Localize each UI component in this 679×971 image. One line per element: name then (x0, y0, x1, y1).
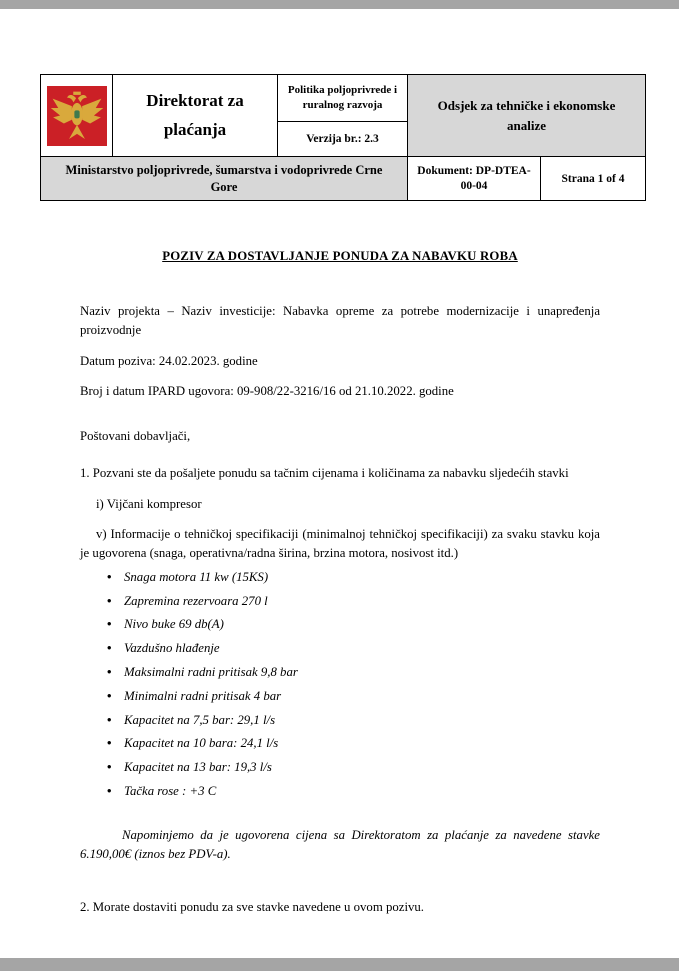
numbered-item-2: 2. Morate dostaviti ponudu za sve stavke navedene u ovom pozivu. (80, 900, 425, 915)
spec-item: • Tačka rose : +3 C (105, 782, 600, 801)
policy-label: Politika poljoprivrede i ruralnog razvoja (278, 76, 407, 122)
spec-list (105, 568, 600, 801)
spec-item: • Maksimalni radni pritisak 9,8 bar (105, 663, 600, 682)
sub-item-i: i) Vijčani kompresor (96, 497, 202, 512)
numbered-item-1: 1. Pozvani ste da pošaljete ponudu sa tačnim cijenama i količinama za nabavku sljedećih stavki (80, 466, 569, 481)
price-note: Napominjemo da je ugovorena cijena sa Direktoratom za plaćanje za navedene stavke 6.190,00€ (iznos bez PDV-a). (80, 828, 600, 862)
version-label: Verzija br.: 2.3 (306, 132, 379, 145)
policy-version-cell (278, 75, 408, 157)
sub-item-v: v) Informacije o tehničkoj specifikaciji (minimalnoj tehničkoj specifikaciji) za svaku stavku koja je ugovorena (snaga, operativna/radna širina, brzina motora, nosivost itd.) (80, 526, 600, 560)
spec-item: • Vazdušno hlađenje (105, 639, 600, 658)
directorate-title: Direktorat za plaćanja (113, 75, 278, 157)
montenegro-coat-of-arms-icon (47, 86, 107, 146)
document-number: Dokument: DP-DTEA-00-04 (408, 157, 541, 201)
document-body (0, 247, 679, 958)
contract-line: Broj i datum IPARD ugovora: 09-908/22-3216/16 od 21.10.2022. godine (80, 383, 454, 398)
spec-item: • Zapremina rezervoara 270 l (105, 592, 600, 611)
spec-item: • Kapacitet na 13 bar: 19,3 l/s (105, 758, 600, 777)
spec-item: • Kapacitet na 10 bara: 24,1 l/s (105, 734, 600, 753)
department-label: Odsjek za tehničke i ekonomske analize (408, 75, 646, 157)
ministry-label: Ministarstvo poljoprivrede, šumarstva i vodoprivrede Crne Gore (41, 157, 408, 201)
logo-cell (41, 75, 113, 157)
spec-item: • Nivo buke 69 db(A) (105, 615, 600, 634)
spec-item: • Minimalni radni pritisak 4 bar (105, 687, 600, 706)
spec-item: • Snaga motora 11 kw (15KS) (105, 568, 600, 587)
call-date-line: Datum poziva: 24.02.2023. godine (80, 353, 258, 368)
document-title: POZIV ZA DOSTAVLJANJE PONUDA ZA NABAVKU ROBA (162, 249, 518, 263)
salutation-line: Poštovani dobavljači, (80, 428, 191, 443)
page-number: Strana 1 of 4 (541, 157, 646, 201)
spec-item: • Kapacitet na 7,5 bar: 29,1 l/s (105, 711, 600, 730)
project-name-line: Naziv projekta – Naziv investicije: Nabavka opreme za potrebe modernizacije i unapređenja proizvodnje (80, 304, 600, 338)
document-header-table (40, 74, 646, 201)
